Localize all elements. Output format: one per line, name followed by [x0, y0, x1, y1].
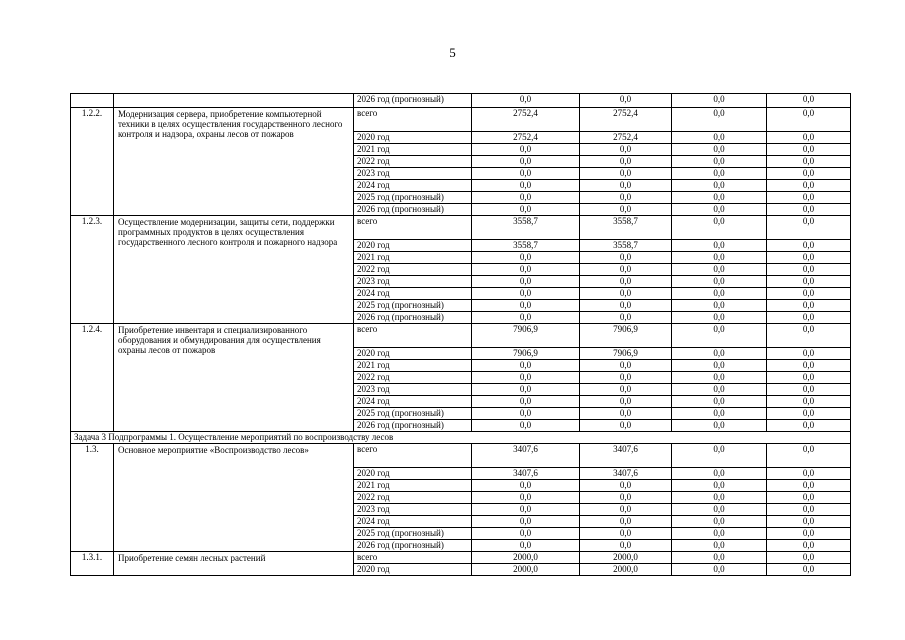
value-cell: 3558,7 — [580, 216, 672, 240]
table-row — [71, 324, 851, 348]
value-cell: 0,0 — [580, 540, 672, 552]
budget-table — [70, 93, 851, 576]
value-cell: 0,0 — [472, 372, 580, 384]
value-cell: 0,0 — [672, 288, 767, 300]
value-cell: 0,0 — [767, 324, 851, 348]
value-cell: 0,0 — [767, 240, 851, 252]
value-cell: 3407,6 — [472, 444, 580, 468]
value-cell: 0,0 — [767, 348, 851, 360]
value-cell: 0,0 — [767, 504, 851, 516]
value-cell: 0,0 — [672, 216, 767, 240]
value-cell: 0,0 — [672, 408, 767, 420]
year-cell: 2021 год — [354, 480, 472, 492]
value-cell: 0,0 — [767, 180, 851, 192]
value-cell: 0,0 — [672, 276, 767, 288]
value-cell: 0,0 — [672, 204, 767, 216]
value-cell: 0,0 — [672, 360, 767, 372]
value-cell: 0,0 — [672, 396, 767, 408]
year-cell: 2022 год — [354, 372, 472, 384]
year-cell: 2023 год — [354, 168, 472, 180]
value-cell: 0,0 — [767, 384, 851, 396]
year-cell: 2020 год — [354, 132, 472, 144]
value-cell: 0,0 — [767, 204, 851, 216]
value-cell: 0,0 — [672, 180, 767, 192]
value-cell: 0,0 — [580, 276, 672, 288]
year-cell: всего — [354, 324, 472, 348]
value-cell: 2000,0 — [580, 564, 672, 576]
year-cell: 2020 год — [354, 348, 472, 360]
value-cell: 0,0 — [672, 264, 767, 276]
value-cell: 0,0 — [472, 480, 580, 492]
value-cell: 0,0 — [767, 564, 851, 576]
value-cell: 0,0 — [767, 288, 851, 300]
value-cell: 0,0 — [767, 540, 851, 552]
year-cell: 2022 год — [354, 264, 472, 276]
value-cell: 0,0 — [580, 288, 672, 300]
value-cell: 7906,9 — [472, 324, 580, 348]
value-cell: 0,0 — [767, 192, 851, 204]
value-cell: 7906,9 — [580, 348, 672, 360]
value-cell: 0,0 — [767, 94, 851, 108]
value-cell: 2000,0 — [472, 552, 580, 564]
value-cell: 3558,7 — [580, 240, 672, 252]
year-cell: всего — [354, 552, 472, 564]
value-cell: 0,0 — [472, 360, 580, 372]
value-cell: 0,0 — [767, 264, 851, 276]
value-cell: 0,0 — [580, 516, 672, 528]
year-cell: 2024 год — [354, 396, 472, 408]
value-cell: 0,0 — [672, 108, 767, 132]
value-cell: 0,0 — [580, 504, 672, 516]
value-cell: 0,0 — [472, 540, 580, 552]
value-cell: 2752,4 — [580, 108, 672, 132]
value-cell: 0,0 — [472, 252, 580, 264]
year-cell: 2021 год — [354, 144, 472, 156]
value-cell: 0,0 — [580, 384, 672, 396]
value-cell: 0,0 — [767, 492, 851, 504]
year-cell: всего — [354, 444, 472, 468]
value-cell: 0,0 — [472, 156, 580, 168]
value-cell: 0,0 — [580, 180, 672, 192]
year-cell: 2025 год (прогнозный) — [354, 408, 472, 420]
year-cell: 2021 год — [354, 252, 472, 264]
value-cell: 0,0 — [672, 528, 767, 540]
value-cell: 0,0 — [580, 192, 672, 204]
value-cell: 0,0 — [672, 552, 767, 564]
value-cell: 0,0 — [767, 108, 851, 132]
value-cell: 0,0 — [472, 384, 580, 396]
value-cell: 0,0 — [767, 144, 851, 156]
value-cell: 3407,6 — [472, 468, 580, 480]
table-row — [71, 94, 851, 108]
value-cell: 0,0 — [472, 492, 580, 504]
value-cell: 0,0 — [767, 396, 851, 408]
value-cell: 0,0 — [767, 168, 851, 180]
year-cell: 2020 год — [354, 564, 472, 576]
value-cell: 0,0 — [672, 480, 767, 492]
value-cell: 0,0 — [472, 276, 580, 288]
item-name-cell: Осуществление модернизации, защиты сети, поддержки программных продуктов в целях осуществления государственного лесного контроля и пожарного надзора — [114, 216, 354, 324]
item-name-cell: Основное мероприятие «Воспроизводство лесов» — [114, 444, 354, 552]
value-cell: 0,0 — [767, 528, 851, 540]
value-cell: 0,0 — [672, 372, 767, 384]
value-cell: 0,0 — [580, 528, 672, 540]
value-cell: 0,0 — [767, 312, 851, 324]
value-cell: 0,0 — [767, 276, 851, 288]
year-cell: всего — [354, 108, 472, 132]
year-cell: 2020 год — [354, 468, 472, 480]
year-cell: 2025 год (прогнозный) — [354, 300, 472, 312]
table-row — [71, 216, 851, 240]
value-cell: 0,0 — [580, 360, 672, 372]
value-cell: 0,0 — [472, 180, 580, 192]
value-cell: 0,0 — [580, 168, 672, 180]
value-cell: 0,0 — [580, 480, 672, 492]
year-cell: 2023 год — [354, 384, 472, 396]
table-row — [71, 444, 851, 468]
value-cell: 0,0 — [672, 420, 767, 432]
value-cell: 7906,9 — [580, 324, 672, 348]
value-cell: 0,0 — [472, 528, 580, 540]
value-cell: 0,0 — [472, 408, 580, 420]
value-cell: 0,0 — [580, 300, 672, 312]
value-cell: 0,0 — [767, 552, 851, 564]
value-cell: 0,0 — [580, 312, 672, 324]
value-cell: 0,0 — [767, 216, 851, 240]
item-number-cell: 1.2.2. — [71, 108, 114, 216]
item-name-cell: Модернизация сервера, приобретение компьютерной техники в целях осуществления государственного лесного контроля и надзора, охраны лесов от пожаров — [114, 108, 354, 216]
year-cell: 2023 год — [354, 276, 472, 288]
table-row — [71, 108, 851, 132]
value-cell: 0,0 — [672, 312, 767, 324]
value-cell: 0,0 — [672, 564, 767, 576]
value-cell: 0,0 — [472, 144, 580, 156]
value-cell: 2752,4 — [472, 108, 580, 132]
value-cell: 0,0 — [672, 144, 767, 156]
value-cell: 0,0 — [672, 444, 767, 468]
value-cell: 0,0 — [580, 396, 672, 408]
year-cell: 2026 год (прогнозный) — [354, 204, 472, 216]
value-cell: 0,0 — [472, 168, 580, 180]
year-cell: 2021 год — [354, 360, 472, 372]
table-row — [71, 552, 851, 564]
year-cell: 2026 год (прогнозный) — [354, 94, 472, 108]
value-cell: 0,0 — [472, 204, 580, 216]
value-cell: 2752,4 — [472, 132, 580, 144]
value-cell: 0,0 — [472, 264, 580, 276]
task-heading: Задача 3 Подпрограммы 1. Осуществление мероприятий по воспроизводству лесов — [71, 432, 851, 444]
value-cell: 0,0 — [580, 372, 672, 384]
value-cell: 0,0 — [580, 144, 672, 156]
value-cell: 0,0 — [580, 408, 672, 420]
year-cell: 2026 год (прогнозный) — [354, 540, 472, 552]
value-cell: 0,0 — [672, 252, 767, 264]
value-cell: 0,0 — [767, 444, 851, 468]
value-cell: 0,0 — [472, 516, 580, 528]
value-cell: 0,0 — [672, 300, 767, 312]
value-cell: 0,0 — [672, 168, 767, 180]
value-cell: 0,0 — [767, 372, 851, 384]
year-cell: 2024 год — [354, 516, 472, 528]
item-number-cell: 1.2.4. — [71, 324, 114, 432]
value-cell: 0,0 — [672, 504, 767, 516]
value-cell: 0,0 — [767, 516, 851, 528]
value-cell: 2000,0 — [580, 552, 672, 564]
item-number-cell: 1.3. — [71, 444, 114, 552]
value-cell: 0,0 — [767, 132, 851, 144]
value-cell: 0,0 — [672, 468, 767, 480]
value-cell: 0,0 — [672, 492, 767, 504]
value-cell: 0,0 — [767, 156, 851, 168]
value-cell: 0,0 — [472, 288, 580, 300]
value-cell: 0,0 — [767, 408, 851, 420]
value-cell: 0,0 — [472, 94, 580, 108]
value-cell: 0,0 — [672, 132, 767, 144]
value-cell: 0,0 — [580, 94, 672, 108]
value-cell: 3558,7 — [472, 240, 580, 252]
value-cell: 7906,9 — [472, 348, 580, 360]
year-cell: 2022 год — [354, 156, 472, 168]
value-cell: 0,0 — [580, 492, 672, 504]
item-name-cell: Приобретение инвентаря и специализированного оборудования и обмундирования для осуществления охраны лесов от пожаров — [114, 324, 354, 432]
value-cell: 0,0 — [472, 504, 580, 516]
value-cell: 0,0 — [672, 156, 767, 168]
value-cell: 0,0 — [767, 360, 851, 372]
value-cell: 0,0 — [672, 516, 767, 528]
value-cell: 3407,6 — [580, 444, 672, 468]
value-cell: 0,0 — [580, 264, 672, 276]
value-cell: 0,0 — [767, 468, 851, 480]
value-cell: 0,0 — [580, 156, 672, 168]
task-heading-row — [71, 432, 851, 444]
year-cell: 2026 год (прогнозный) — [354, 312, 472, 324]
value-cell: 0,0 — [472, 312, 580, 324]
value-cell: 0,0 — [472, 192, 580, 204]
value-cell: 0,0 — [767, 252, 851, 264]
value-cell: 3407,6 — [580, 468, 672, 480]
value-cell: 2000,0 — [472, 564, 580, 576]
value-cell: 0,0 — [672, 324, 767, 348]
year-cell: 2026 год (прогнозный) — [354, 420, 472, 432]
value-cell: 0,0 — [472, 300, 580, 312]
year-cell: 2020 год — [354, 240, 472, 252]
item-number-cell: 1.3.1. — [71, 552, 114, 576]
value-cell: 0,0 — [672, 192, 767, 204]
value-cell: 0,0 — [672, 240, 767, 252]
value-cell: 0,0 — [767, 480, 851, 492]
value-cell: 0,0 — [767, 420, 851, 432]
value-cell: 0,0 — [580, 420, 672, 432]
year-cell: 2023 год — [354, 504, 472, 516]
year-cell: 2024 год — [354, 180, 472, 192]
year-cell: 2025 год (прогнозный) — [354, 528, 472, 540]
year-cell: 2022 год — [354, 492, 472, 504]
year-cell: всего — [354, 216, 472, 240]
value-cell: 0,0 — [580, 204, 672, 216]
item-name-cell: Приобретение семян лесных растений — [114, 552, 354, 576]
year-cell: 2025 год (прогнозный) — [354, 192, 472, 204]
year-cell: 2024 год — [354, 288, 472, 300]
value-cell: 0,0 — [672, 540, 767, 552]
item-number-cell: 1.2.3. — [71, 216, 114, 324]
value-cell: 0,0 — [672, 94, 767, 108]
page-number: 5 — [449, 45, 456, 60]
value-cell: 0,0 — [472, 396, 580, 408]
value-cell: 0,0 — [472, 420, 580, 432]
value-cell: 0,0 — [672, 384, 767, 396]
value-cell: 3558,7 — [472, 216, 580, 240]
item-name-cell — [114, 94, 354, 108]
value-cell: 2752,4 — [580, 132, 672, 144]
value-cell: 0,0 — [767, 300, 851, 312]
value-cell: 0,0 — [672, 348, 767, 360]
item-number-cell — [71, 94, 114, 108]
value-cell: 0,0 — [580, 252, 672, 264]
